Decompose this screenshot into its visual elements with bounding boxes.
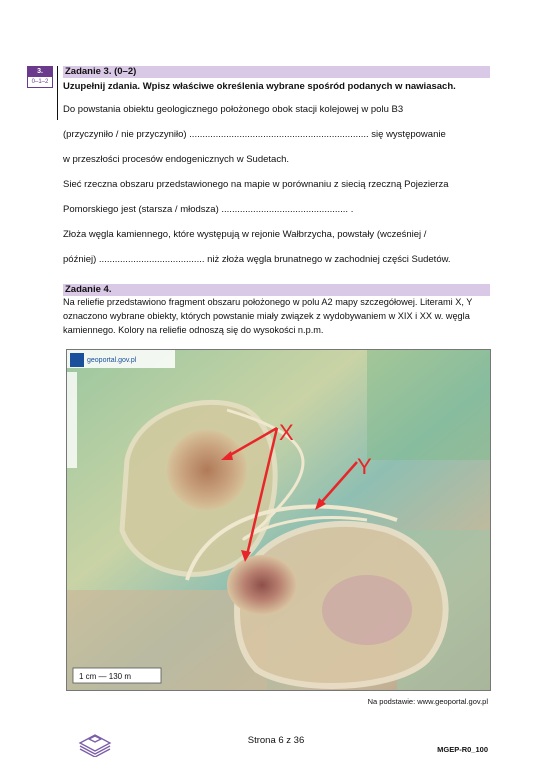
task3-line: Do powstania obiektu geologicznego położonego obok stacji kolejowej w polu B3 (63, 104, 404, 115)
page-number: Strona 6 z 36 (247, 735, 305, 746)
task3-title: Zadanie 3. (0–2) (63, 66, 490, 78)
relief-map (66, 349, 491, 691)
task3-line: Złoża węgla kamiennego, które występują w rejonie Wałbrzycha, powstały (wcześniej / (63, 229, 427, 240)
relief-map-image (67, 350, 490, 690)
task4-text: Na reliefie przedstawiono fragment obszaru położonego w polu A2 mapy szczegółowej. Literami X, Y oznaczono wybrane obiekty, których powstanie miały związek z wydobywaniem w XIX i XX w. węgla kamiennego. Kolory na reliefie odnoszą się do wysokości n.p.m. (63, 297, 473, 335)
task3-instruction: Uzupełnij zdania. Wpisz właściwe określenia wybrane spośród podanych w nawiasach. (63, 81, 456, 92)
task-points: 0–1–2 (28, 77, 52, 87)
task-number: 3. (28, 67, 52, 77)
divider (57, 66, 58, 120)
exam-code: MGEP-R0_100 (437, 745, 488, 754)
task3-line: Sieć rzeczna obszaru przedstawionego na mapie w porównaniu z siecią rzeczną Pojezierza (63, 179, 449, 190)
task3-line: Pomorskiego jest (starsza / młodsza) ................................................ . (63, 204, 354, 215)
task4-title: Zadanie 4. (63, 284, 490, 296)
task3-line: później) ........................................ niż złoża węgla brunatnego w zachodniej części Sudetów. (63, 254, 451, 265)
task-number-box (27, 66, 53, 88)
scale-bar: 1 cm — 130 m (79, 672, 132, 681)
map-logo: geoportal.gov.pl (87, 357, 137, 364)
task3-line: w przeszłości procesów endogenicznych w Sudetach. (63, 154, 290, 165)
label-y: Y (357, 454, 372, 479)
label-x: X (279, 420, 294, 445)
task3-line: (przyczyniło / nie przyczyniło) .................................................................... się występowanie (63, 129, 446, 140)
attribution: Na podstawie: www.geoportal.gov.pl (367, 697, 488, 706)
